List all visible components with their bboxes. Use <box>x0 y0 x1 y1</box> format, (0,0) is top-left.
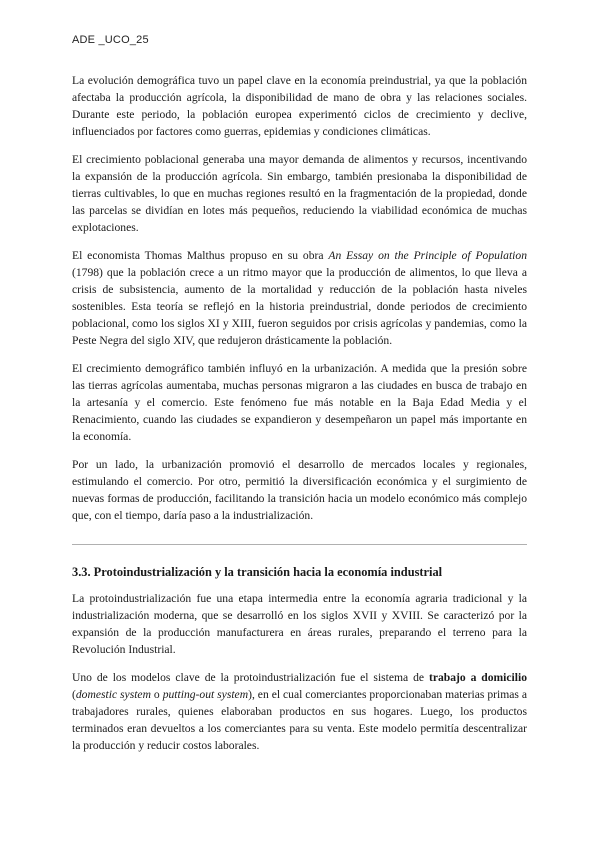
putting-out-term-1: domestic system <box>75 688 151 701</box>
putting-out-text-pre: Uno de los modelos clave de la protoindustrialización fue el sistema de <box>72 671 429 684</box>
section-heading: 3.3. Protoindustrialización y la transición hacia la economía industrial <box>72 565 443 579</box>
document-header: ADE _UCO_25 <box>72 34 149 46</box>
putting-out-paren-open: ( <box>72 688 76 701</box>
paragraph-protoindustrialization: La protoindustrialización fue una etapa intermedia entre la economía agraria tradicional y la industrialización moderna, que se desarrolló en los siglos XVII y XVIII. Se caracterizó por la expansión de la producción manufacturera en áreas rurales, preparando el terreno para la Revolución Industrial. <box>72 592 527 656</box>
section-divider <box>72 544 527 545</box>
putting-out-or: o <box>150 688 163 701</box>
paragraph-urbanization: El crecimiento demográfico también influyó en la urbanización. A medida que la presión sobre las tierras agrícolas aumentaba, muchas personas migraron a las ciudades en busca de trabajo en la artesanía y el comercio. Este fenómeno fue más notable en la Baja Edad Media y el Renacimiento, cuando las ciudades se expandieron y desempeñaron un papel más importante en la economía. <box>72 362 527 443</box>
paragraph-putting-out-system <box>72 669 527 754</box>
putting-out-text-post: ), en el cual comerciantes proporcionaban materias primas a trabajadores rurales, quienes elaboraban productos en sus hogares. Luego, los productos terminados eran devueltos a los comerciantes para su venta. Este modelo permitía descentralizar la producción y reducir costos laborales. <box>72 688 528 752</box>
paragraph-demographic-evolution: La evolución demográfica tuvo un papel clave en la economía preindustrial, ya que la población afectaba la producción agrícola, la disponibilidad de mano de obra y las relaciones sociales. Durante este periodo, la población europea experimentó ciclos de crecimiento y declive, influenciados por factores como guerras, epidemias y condiciones climáticas. <box>72 74 527 138</box>
document-body <box>72 72 527 754</box>
putting-out-bold-term: trabajo a domicilio <box>428 671 528 684</box>
paragraph-population-growth: El crecimiento poblacional generaba una mayor demanda de alimentos y recursos, incentivando la expansión de la producción agrícola. Sin embargo, también presionaba la disponibilidad de tierras cultivables, lo que en muchas regiones resultó en la fragmentación de la propiedad, donde las parcelas se dividían en lotes más pequeños, reduciendo la viabilidad económica de muchas explotaciones. <box>72 153 527 234</box>
putting-out-term-2: putting-out system <box>162 688 249 701</box>
malthus-text-post: (1798) que la población crece a un ritmo mayor que la producción de alimentos, lo que lleva a crisis de subsistencia, aumento de la mortalidad y reducción de la población hasta niveles sostenibles. Esta teoría se reflejó en la historia preindustrial, donde periodos de crecimiento poblacional, como los siglos XI y XIII, fueron seguidos por crisis agrícolas y pandemias, como la Peste Negra del siglo XIV, que redujeron drásticamente la población. <box>72 266 527 347</box>
paragraph-markets: Por un lado, la urbanización promovió el desarrollo de mercados locales y regionales, estimulando el comercio. Por otro, permitió la diversificación económica y el surgimiento de nuevas formas de producción, facilitando la transición hacia un modelo económico más complejo que, con el tiempo, daría paso a la industrialización. <box>72 458 527 522</box>
malthus-text-pre: El economista Thomas Malthus propuso en su obra <box>72 249 329 262</box>
paragraph-malthus <box>72 247 527 349</box>
malthus-book-title: An Essay on the Principle of Population <box>328 249 527 262</box>
